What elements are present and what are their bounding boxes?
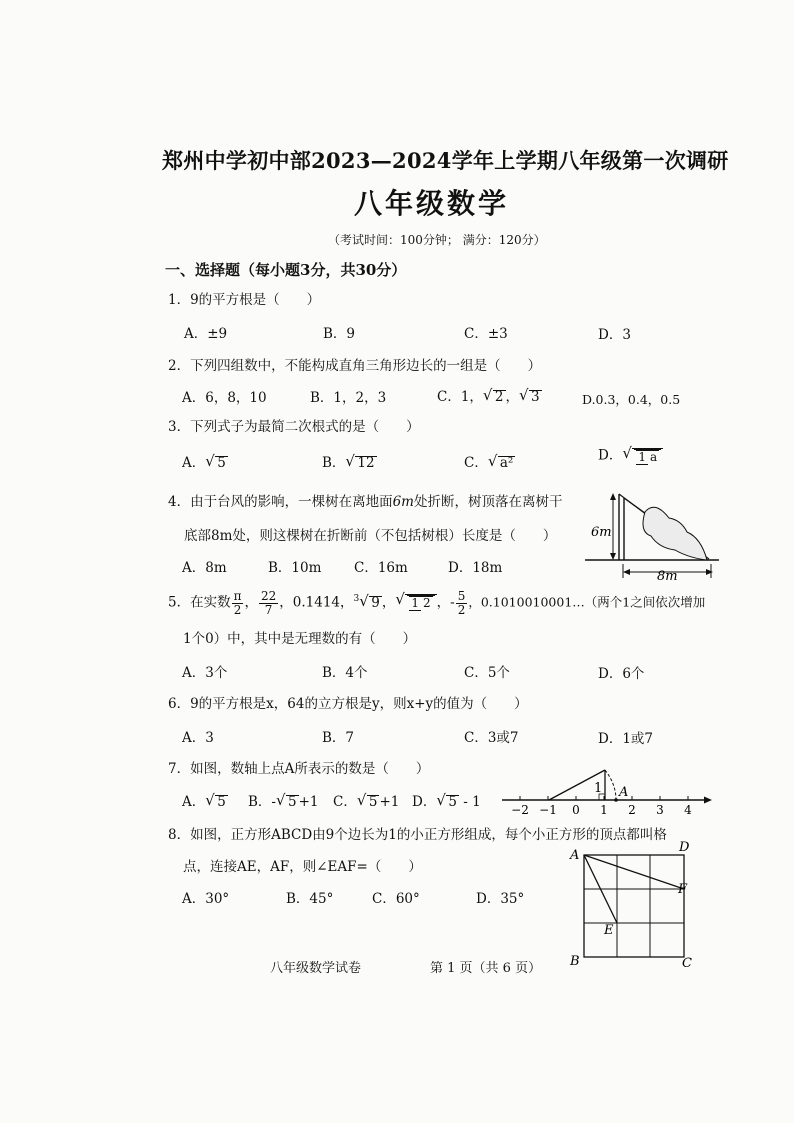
q7-d-tail: - 1 <box>458 794 481 810</box>
q3-d-numerator: 1 <box>638 450 646 464</box>
q7-d-radicand: 5 <box>448 794 457 810</box>
arrow-up-icon <box>610 493 616 500</box>
q2-option-a[interactable]: A．6，8，10 <box>182 390 267 406</box>
arrow-right-icon <box>706 569 713 575</box>
sqrt-symbol <box>277 795 299 810</box>
question-8-line-2: 点，连接AE，AF，则∠EAF=（ ） <box>183 859 422 875</box>
q2-option-c[interactable] <box>437 390 542 405</box>
q7-b-label: B．- <box>248 794 276 810</box>
question-6-stem: 6．9的平方根是x，64的立方根是y，则x+y的值为（ ） <box>168 696 528 712</box>
q2-option-b[interactable]: B．1，2，3 <box>310 390 387 406</box>
q7-c-tail: +1 <box>379 794 400 810</box>
sqrt-symbol <box>520 390 542 405</box>
q3-a-radicand: 5 <box>217 455 226 471</box>
question-1-stem: 1．9的平方根是（ ） <box>168 292 321 308</box>
q8-option-c[interactable]: C．60° <box>372 891 420 907</box>
fraction-22-over-7 <box>259 590 278 616</box>
q3-option-c[interactable] <box>464 456 515 471</box>
q5-negative: ，- <box>436 594 455 611</box>
q5-root-numerator: 1 <box>411 596 419 611</box>
label-e: E <box>604 923 614 938</box>
number-line-tick-label: 4 <box>684 803 692 817</box>
q7-c-radicand: 5 <box>368 794 378 810</box>
q2-c-radicand-2: 3 <box>531 389 540 405</box>
q1-option-a[interactable]: A．±9 <box>184 326 228 342</box>
q2-c-label: C．1， <box>437 389 483 405</box>
q6-option-d[interactable]: D．1或7 <box>598 731 654 747</box>
section-heading: 一、选择题（每小题3分，共30分） <box>165 261 407 279</box>
q4-option-b[interactable]: B．10m <box>268 560 322 576</box>
sqrt-symbol <box>346 456 376 471</box>
sqrt-symbol <box>437 795 459 810</box>
exam-info: （考试时间：100分钟； 满分：120分） <box>328 233 546 247</box>
square-outline <box>584 855 684 957</box>
sqrt-symbol <box>484 390 506 405</box>
q3-b-radicand: 12 <box>357 455 375 471</box>
exam-title: 郑州中学初中部2023—2024学年上学期八年级第一次调研 <box>162 148 729 173</box>
q5-option-b[interactable]: B．4个 <box>322 665 368 681</box>
fraction-pi-over-2 <box>232 590 244 616</box>
q3-d-denominator: a <box>649 450 658 464</box>
q7-b-radicand: 5 <box>287 794 297 810</box>
q6-option-a[interactable]: A．3 <box>182 730 214 746</box>
q7-c-label: C． <box>333 794 357 810</box>
question-5-line-2: 1个0）中，其中是无理数的有（ ） <box>183 631 417 647</box>
q5-option-a[interactable]: A．3个 <box>182 665 228 681</box>
q7-a-label: A． <box>182 794 206 810</box>
q5-root-denominator: 2 <box>422 596 431 611</box>
question-7-stem: 7．如图，数轴上点A所表示的数是（ ） <box>168 761 430 777</box>
q5-f4-denominator: 2 <box>457 602 466 617</box>
q5-option-d[interactable]: D．6个 <box>598 666 645 682</box>
sqrt-symbol <box>623 448 663 465</box>
q5-f4-numerator: 5 <box>457 589 466 603</box>
q3-option-b[interactable] <box>322 456 377 471</box>
sqrt-symbol <box>396 594 436 611</box>
footer-paper-name: 八年级数学试卷 <box>270 961 362 976</box>
q8-option-d[interactable]: D．35° <box>476 891 525 907</box>
q2-option-d[interactable]: D.0.3，0.4，0.5 <box>582 392 681 407</box>
leg-length-label: 1 <box>594 781 603 796</box>
q7-option-b[interactable] <box>248 795 318 810</box>
height-label: 6m <box>591 525 612 540</box>
q7-option-c[interactable] <box>333 795 399 810</box>
q4-line1-post: 处折断，树顶落在离树干 <box>413 494 563 510</box>
label-d: D <box>679 840 690 855</box>
fraction-5-over-2 <box>456 590 468 616</box>
number-line-tick-label: 0 <box>572 803 580 817</box>
sqrt-symbol <box>489 456 515 471</box>
q5-decimal: ，0.1414， <box>279 594 354 611</box>
question-2-stem: 2．下列四组数中，不能构成直角三角形边长的一组是（ ） <box>168 358 542 374</box>
q7-b-tail: +1 <box>298 794 319 810</box>
cube-root-index: 3 <box>353 594 360 605</box>
subject-title: 八年级数学 <box>354 187 510 220</box>
q5-comma: ， <box>381 594 396 611</box>
q2-c-radicand-1: 2 <box>494 389 504 405</box>
question-5-line-1 <box>168 590 705 616</box>
tree-crown <box>643 507 707 560</box>
sqrt-symbol <box>206 795 228 810</box>
q4-line1-pre: 4．由于台风的影响，一棵树在离地面 <box>168 494 393 510</box>
point-a-dot <box>614 798 618 802</box>
point-a-label: A <box>619 785 629 800</box>
q3-option-d[interactable] <box>598 448 663 465</box>
number-line-figure <box>500 760 715 820</box>
q3-c-radicand: a² <box>499 455 514 471</box>
question-4-line-2: 底部8m处，则这棵树在折断前（不包括树根）长度是（ ） <box>184 528 557 544</box>
question-4-line-1 <box>168 496 562 510</box>
q3-c-label: C． <box>464 455 488 471</box>
q5-prefix: 5．在实数 <box>168 594 231 611</box>
arrow-left-icon <box>623 569 630 575</box>
cube-root-symbol <box>360 596 382 611</box>
q5-separator: ， <box>244 594 258 611</box>
question-3-stem: 3．下列式子为最简二次根式的是（ ） <box>168 419 420 435</box>
q5-f2-denominator: 7 <box>264 602 273 617</box>
number-line-tick-label: −2 <box>511 803 529 817</box>
q5-f1-denominator: 2 <box>233 602 242 617</box>
sqrt-symbol <box>358 795 380 810</box>
number-line-tick-label: 3 <box>656 803 664 817</box>
q7-d-label: D． <box>412 794 437 810</box>
question-8-line-1: 8．如图，正方形ABCD由9个边长为1的小正方形组成，每个小正方形的顶点都叫格 <box>168 827 667 843</box>
q5-tail: ，0.1010010001…（两个1之间依次增加 <box>468 594 706 610</box>
q1-option-c[interactable]: C．±3 <box>464 326 508 342</box>
q7-a-radicand: 5 <box>217 794 226 810</box>
q7-option-a[interactable] <box>182 795 228 810</box>
q6-option-b[interactable]: B．7 <box>322 730 355 746</box>
q2-c-separator: ， <box>505 389 520 405</box>
q5-f2-numerator: 22 <box>260 589 277 603</box>
label-a: A <box>570 848 580 863</box>
sqrt-symbol <box>206 456 228 471</box>
width-label: 8m <box>657 569 678 584</box>
q4-option-d[interactable]: D．18m <box>448 560 503 576</box>
q3-a-label: A． <box>182 455 206 471</box>
q4-line1-height: 6m <box>392 494 414 510</box>
label-b: B <box>570 954 580 969</box>
q3-option-a[interactable] <box>182 456 228 471</box>
arc-dashed <box>605 770 616 800</box>
arrow-down-icon <box>610 553 616 560</box>
q5-cube-radicand: 9 <box>371 594 380 611</box>
number-line-tick-label: 1 <box>600 803 608 817</box>
q5-f1-numerator: π <box>233 589 242 603</box>
number-line-tick-label: 2 <box>628 803 636 817</box>
q3-b-label: B． <box>322 455 346 471</box>
grid-square-figure <box>566 840 696 971</box>
q3-d-label: D． <box>598 447 623 464</box>
q8-option-b[interactable]: B．45° <box>286 891 334 907</box>
tree-figure <box>585 488 720 584</box>
label-c: C <box>682 956 692 971</box>
q7-option-d[interactable] <box>412 795 481 810</box>
q1-option-d[interactable]: D．3 <box>598 327 631 343</box>
q1-option-b[interactable]: B．9 <box>323 326 356 342</box>
q8-option-a[interactable]: A．30° <box>182 891 230 907</box>
arrow-right-icon <box>704 797 712 804</box>
footer-page-number: 第 1 页（共 6 页） <box>430 961 542 976</box>
number-line-tick-label: −1 <box>539 803 557 817</box>
q4-option-c[interactable]: C．16m <box>354 560 408 576</box>
segment-af <box>584 855 684 889</box>
label-f: F <box>678 882 688 897</box>
q6-option-c[interactable]: C．3或7 <box>464 730 519 746</box>
q5-option-c[interactable]: C．5个 <box>464 665 510 681</box>
q4-option-a[interactable]: A．8m <box>182 560 227 576</box>
